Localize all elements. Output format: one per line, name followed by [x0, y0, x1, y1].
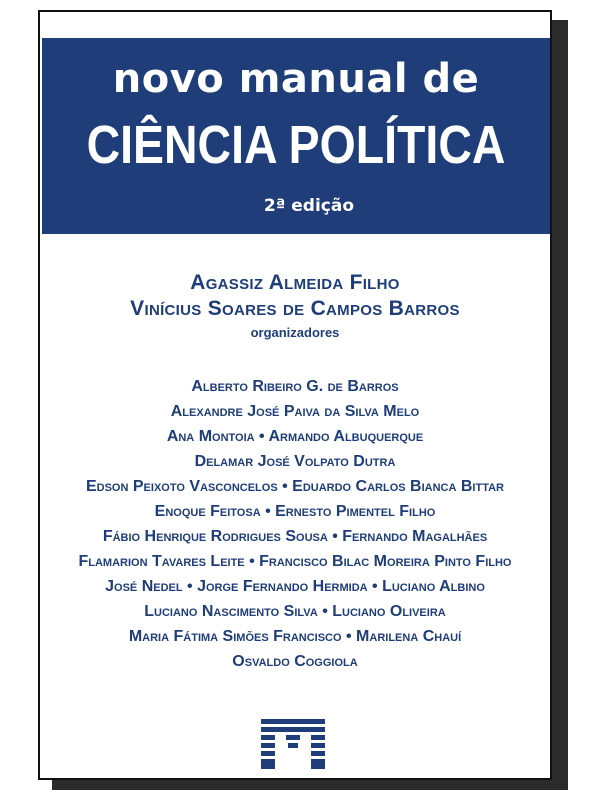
- book-cover: [38, 10, 552, 780]
- contributor-line: Enoque Feitosa • Ernesto Pimentel Filho: [154, 503, 436, 520]
- contributor-line: Ana Montoia • Armando Albuquerque: [166, 428, 424, 445]
- contributor-line: Alberto Ribeiro G. de Barros: [191, 378, 399, 395]
- organizers-block: [40, 270, 550, 342]
- title-band: [42, 38, 550, 234]
- contributor-line: Edson Peixoto Vasconcelos • Eduardo Carlos Bianca Bittar: [85, 478, 504, 495]
- title-line-1: novo manual de: [112, 56, 480, 102]
- contributor-line: Fábio Henrique Rodrigues Sousa • Fernando Magalhães: [102, 528, 488, 545]
- organizer-name: Agassiz Almeida Filho: [190, 271, 400, 294]
- organizer-name: Vinícius Soares de Campos Barros: [130, 297, 460, 320]
- contributor-line: Maria Fátima Simões Francisco • Marilena Chauí: [128, 628, 462, 645]
- contributor-line: Delamar José Volpato Dutra: [194, 453, 396, 470]
- contributor-line: Flamarion Tavares Leite • Francisco Bilac Moreira Pinto Filho: [78, 553, 512, 570]
- title-line-2: CIÊNCIA POLÍTICA: [86, 115, 506, 175]
- organizers-role-label: organizadores: [250, 325, 340, 340]
- contributors-list: [40, 374, 550, 674]
- contributor-line: José Nedel • Jorge Fernando Hermida • Luciano Albino: [105, 578, 485, 595]
- contributor-line: Osvaldo Coggiola: [232, 653, 358, 670]
- contributor-line: Luciano Nascimento Silva • Luciano Oliveira: [144, 603, 446, 620]
- edition-label: 2ª edição: [263, 196, 354, 216]
- publisher-logo-icon: [261, 719, 325, 769]
- contributor-line: Alexandre José Paiva da Silva Melo: [170, 403, 420, 420]
